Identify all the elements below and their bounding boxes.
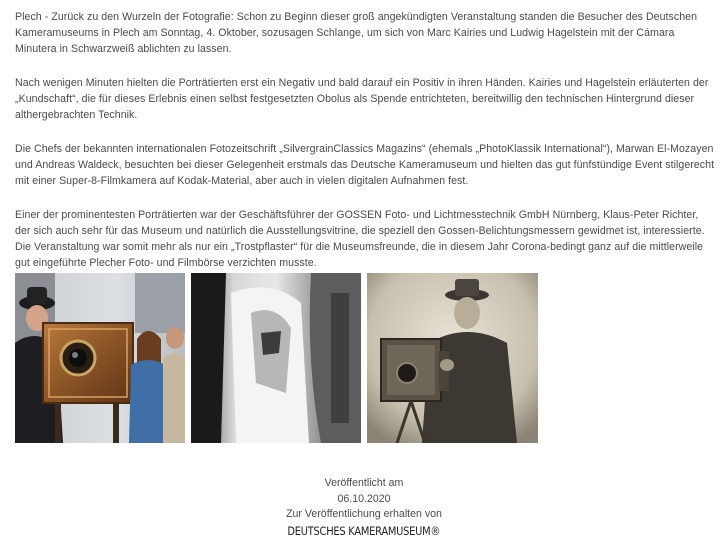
brand-logo-text[interactable]: DEUTSCHES KAMERAMUSEUM® bbox=[287, 523, 441, 538]
article-paragraph: Einer der prominentesten Porträtierten war der Geschäftsführer der GOSSEN Foto- und Lichtmesstechnik GmbH Nürnberg, Klaus-Peter Richter, der sich auch sehr für das Museum und natürlich die Ausstellungsvitrine, die speziell den Gossen-Belichtungsmessern gewidmet ist, interessierte. Die Veranstaltung war somit mehr als nur ein „Trostpflaster“ für die Museumsfreunde, die in diesem Jahr Corona-bedingt ganz auf die mittlerweile gut eingeführte Plecher Foto- und Filmbörse verzichten musste. bbox=[15, 209, 705, 269]
photo-negative[interactable] bbox=[191, 273, 361, 443]
publication-footer bbox=[0, 476, 728, 540]
article-paragraph: Die Chefs der bekannten internationalen Fotozeitschrift „SilvergrainClassics Magazins“ (ehemals „PhotoKlassik International“), Marwan El-Mozayen und Andreas Waldeck, besuchten bei dieser Gelegenheit erstmals das Deutsche Kameramuseum und hielten das gut fünfstündige Event stilgerecht mit einer Super-8-Filmkamera auf Kodak-Material, aber auch in vielen digitalen Aufnahmen fest. bbox=[15, 143, 715, 187]
photo-camera-event[interactable] bbox=[15, 273, 185, 443]
article-paragraph: Nach wenigen Minuten hielten die Porträtierten erst ein Negativ und bald darauf ein Positiv in ihren Händen. Kairies und Hagelstein erläuterten der „Kundschaft“, die für dieses Erlebnis einen selbst festgesetzten Obolus als Spende entrichteten, bereitwillig den technischen Hintergrund dieser althergebrachten Technik. bbox=[15, 77, 709, 121]
published-label: Veröffentlicht am bbox=[324, 477, 404, 489]
article-paragraph: Plech - Zurück zu den Wurzeln der Fotografie: Schon zu Beginn dieser groß angekündigten Veranstaltung standen die Besucher des Deutschen Kameramuseums in Plech am Sonntag, 4. Oktober, sozusagen Schlange, um sich von Marc Kairies und Ludwig Hagelstein mit der Cámara Minutera in Schwarzweiß ablichten zu lassen. bbox=[15, 11, 698, 55]
photo-portrait-with-camera[interactable] bbox=[367, 273, 538, 443]
article-body bbox=[15, 9, 715, 289]
publication-date: 06.10.2020 bbox=[337, 492, 391, 505]
courtesy-label: Zur Veröffentlichung erhalten von bbox=[286, 508, 442, 520]
